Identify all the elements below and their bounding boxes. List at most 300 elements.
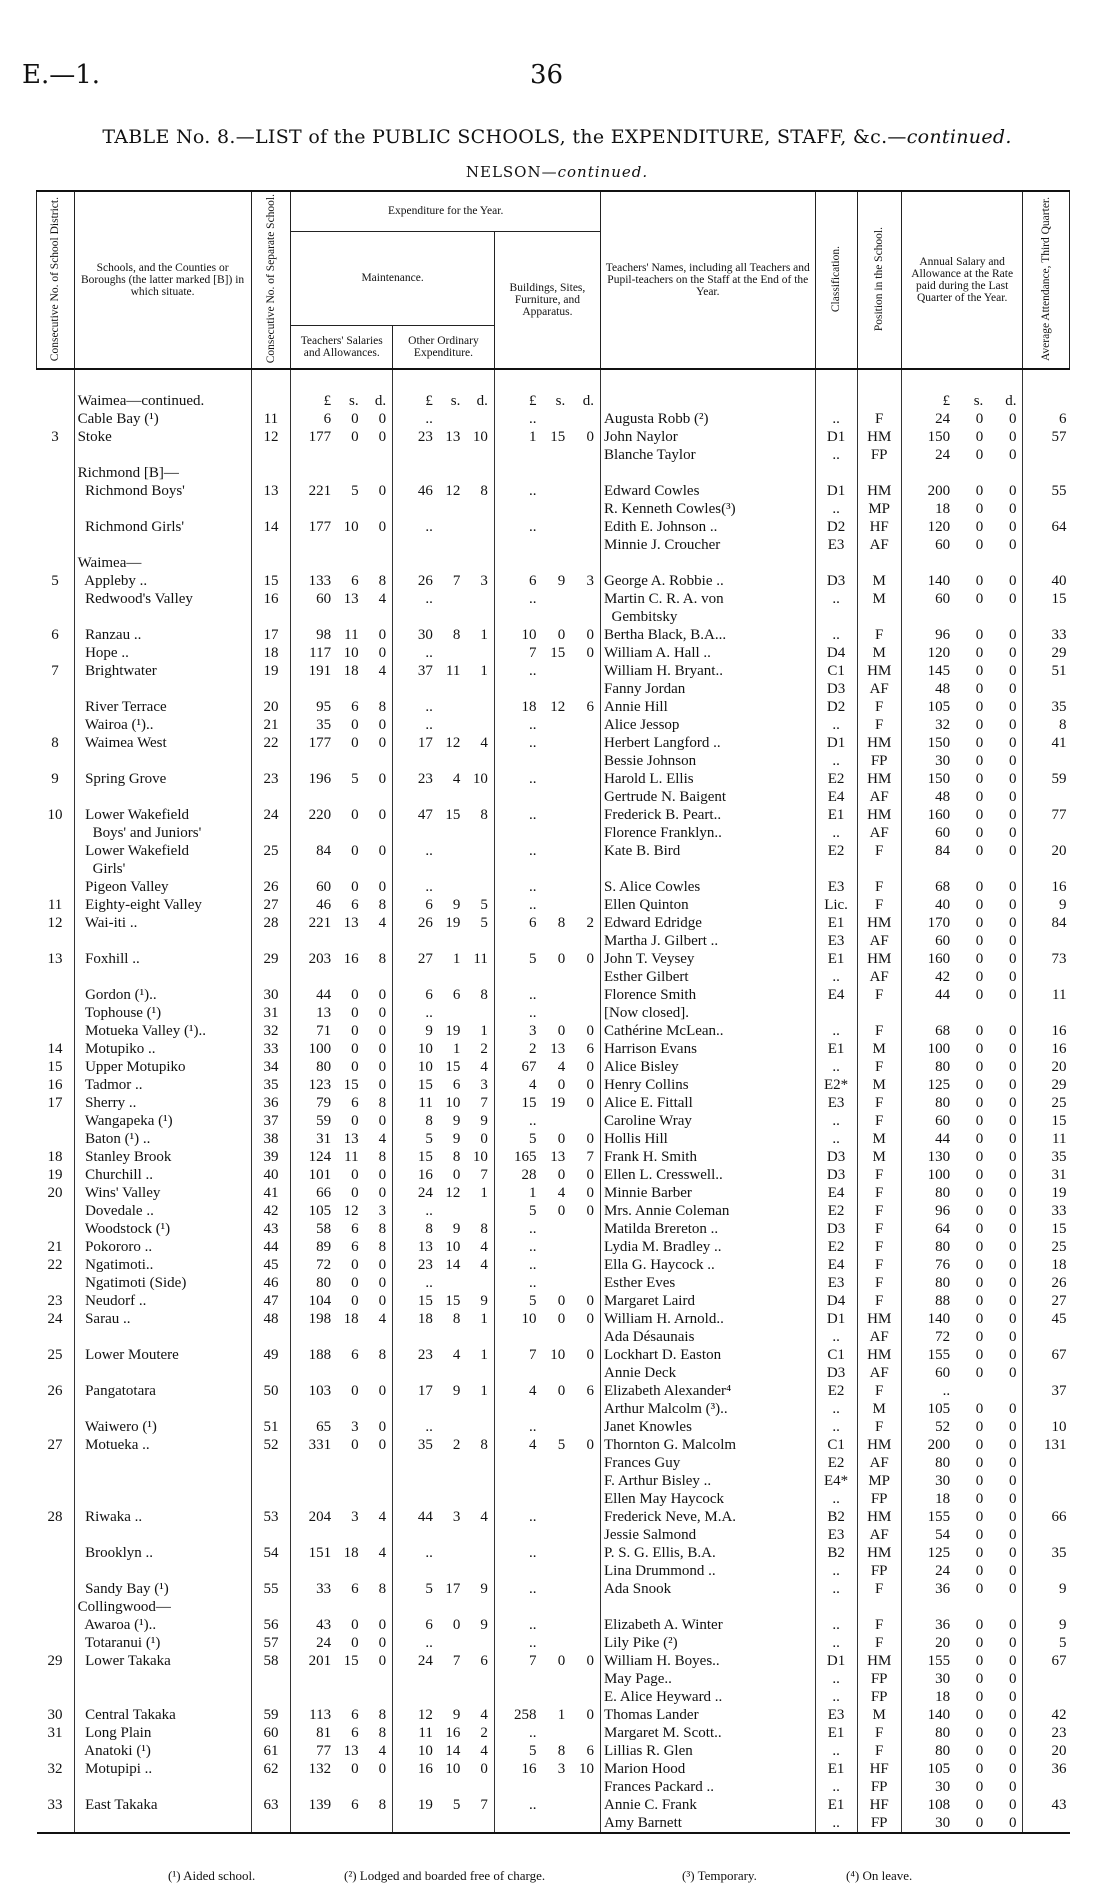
cell-bld-pence (568, 1778, 597, 1796)
cell-position: AF (857, 1454, 901, 1472)
cell-oth-shillings (436, 932, 464, 950)
cell-ann-shillings: 0 (975, 789, 984, 806)
cell-sal (291, 1526, 393, 1544)
cell-sal-pounds (294, 1778, 334, 1796)
cell-oth-pence (463, 1778, 491, 1796)
cell-position: FP (857, 446, 901, 464)
cell-district-no (37, 824, 75, 842)
table-row (37, 1778, 1070, 1796)
cell-sal-pounds: 220 (308, 807, 332, 824)
cell-bld (494, 1022, 600, 1040)
cell-bld (494, 1310, 600, 1328)
cell-sal-pence: 8 (378, 1581, 387, 1598)
cell-position: AF (857, 788, 901, 806)
col-expenditure: Expenditure for the Year. (291, 191, 601, 231)
cell-oth-pence (463, 608, 491, 626)
cell-oth-pounds: 6 (425, 987, 433, 1004)
cell-classification: .. (815, 1616, 857, 1634)
cell-bld-shillings (539, 968, 568, 986)
cell-oth-pence (463, 1544, 491, 1562)
cell-ann-pounds: 80 (935, 1239, 951, 1256)
footnote-lodged: (²) Lodged and boarded free of charge. (344, 1868, 546, 1883)
cell-district-no: 22 (47, 1257, 63, 1274)
cell-school: Collingwood— (74, 1598, 251, 1616)
cell-school: Appleby .. (74, 572, 251, 590)
cell-separate-no: 55 (251, 1580, 291, 1598)
cell-bld-pence (568, 680, 597, 698)
district-name: NELSON— (465, 163, 558, 181)
cell-sal-pounds (294, 608, 334, 626)
cell-oth (393, 1436, 495, 1454)
cell-position: M (857, 572, 901, 590)
cell-bld-pence (568, 1670, 597, 1688)
table-row (37, 608, 1070, 626)
cell-oth-pence: 11 (473, 951, 488, 968)
cell-attendance: 20 (1023, 1742, 1070, 1760)
cell-oth-pence (463, 968, 491, 986)
cell-ann-shillings: 0 (975, 1743, 984, 1760)
cell-ann-shillings: 0 (975, 645, 984, 662)
cell-ann-pounds: 155 (927, 1509, 951, 1526)
cell-separate-no: 19 (251, 662, 291, 680)
table-row (37, 1058, 1070, 1076)
cell-position: F (857, 986, 901, 1004)
cell-sal-shillings (334, 1454, 362, 1472)
cell-sal-pounds (294, 1400, 334, 1418)
cell-classification: E4 (815, 788, 857, 806)
cell-bld-shillings: 0 (557, 1653, 566, 1670)
cell-bld-pence (568, 1508, 597, 1526)
cell-district-no: 14 (47, 1041, 63, 1058)
table-row (37, 932, 1070, 950)
cell-sal-shillings: 0 (351, 843, 359, 860)
cell-ann-pence: 0 (1008, 951, 1017, 968)
cell-school: Richmond [B]— (74, 464, 251, 482)
cell-oth-shillings (436, 1526, 464, 1544)
cell-ann-shillings (953, 1004, 986, 1022)
cell-sal-shillings: 6 (351, 1095, 359, 1112)
cell-ann-pence: 0 (1008, 879, 1017, 896)
table-row (37, 1796, 1070, 1814)
cell-sal (291, 680, 393, 698)
cell-ann-pence: 0 (1008, 1437, 1017, 1454)
cell-attendance: 64 (1023, 518, 1070, 536)
cell-ann (901, 1562, 1023, 1580)
cell-teacher: Elizabeth Alexander⁴ (601, 1382, 816, 1400)
cell-sal-pence (362, 1400, 390, 1418)
cell-ann (901, 1490, 1023, 1508)
cell-bld-pounds: 4 (528, 1437, 537, 1454)
cell-ann-shillings: 0 (975, 735, 984, 752)
cell-ann-pounds: 68 (935, 879, 951, 896)
cell-oth-shillings (436, 788, 464, 806)
cell-school: Central Takaka (74, 1706, 251, 1724)
cell-sal (291, 1004, 393, 1022)
cell-classification: E4 (815, 1184, 857, 1202)
cell-oth-pence: 1 (480, 1023, 488, 1040)
cell-ann-pounds: 24 (935, 1563, 951, 1580)
cell-oth (393, 644, 495, 662)
cell-ann-pounds: 200 (927, 1437, 951, 1454)
cell-teacher: Harrison Evans (601, 1040, 816, 1058)
cell-district-no (37, 1112, 75, 1130)
cell-oth-pounds (396, 1562, 436, 1580)
cell-ann-pounds: 150 (927, 771, 951, 788)
cell-sal (291, 500, 393, 518)
cell-sal-pounds: 331 (308, 1437, 332, 1454)
cell-oth-pounds (396, 1472, 436, 1490)
cell-district-no (37, 1562, 75, 1580)
cell-sal-shillings: 6 (351, 573, 359, 590)
cell-sal (291, 1040, 393, 1058)
cell-oth-pence: 1 (480, 1347, 488, 1364)
cell-classification: E1 (815, 1760, 857, 1778)
cell-position: HM (857, 914, 901, 932)
cell-sal-shillings: 13 (343, 1131, 359, 1148)
cell-attendance: 11 (1023, 986, 1070, 1004)
cell-sal (291, 590, 393, 608)
cell-school: Churchill .. (74, 1166, 251, 1184)
table-row (37, 1004, 1070, 1022)
cell-bld (494, 1688, 600, 1706)
cell-oth-pounds: 23 (417, 429, 433, 446)
cell-sal (291, 410, 393, 428)
cell-oth-pence (463, 1598, 491, 1616)
cell-oth-pence: 8 (480, 1221, 488, 1238)
cell-oth-shillings (436, 1634, 464, 1652)
cell-oth (393, 464, 495, 482)
cell-sal-pence: 0 (378, 1419, 387, 1436)
cell-bld (494, 1274, 600, 1292)
cell-bld-pounds: .. (528, 1113, 537, 1130)
cell-attendance: 8 (1023, 716, 1070, 734)
cell-position: HM (857, 1346, 901, 1364)
cell-separate-no: 42 (251, 1202, 291, 1220)
cell-position: FP (857, 1562, 901, 1580)
table-row (37, 1238, 1070, 1256)
cell-ann-pence: 0 (1008, 1347, 1017, 1364)
cell-bld-pence: 0 (586, 1653, 595, 1670)
cell-attendance: 23 (1023, 1724, 1070, 1742)
table-row (37, 1184, 1070, 1202)
cell-ann-pence: 0 (1008, 789, 1017, 806)
cell-oth-pence (463, 464, 491, 482)
cell-sal-shillings: 18 (343, 1545, 359, 1562)
cell-attendance (1023, 860, 1070, 878)
cell-ann-pounds: 24 (935, 411, 951, 428)
cell-sal-pounds: 188 (308, 1347, 332, 1364)
cell-ann-pounds: 130 (927, 1149, 951, 1166)
cell-attendance (1023, 500, 1070, 518)
cell-classification: .. (815, 1742, 857, 1760)
cell-sal-pounds: 151 (308, 1545, 332, 1562)
cell-oth-shillings (436, 1472, 464, 1490)
cell-teacher: Ellen L. Cresswell.. (601, 1166, 816, 1184)
cell-oth-shillings (436, 1688, 464, 1706)
cell-separate-no: 41 (251, 1184, 291, 1202)
cell-oth (393, 1634, 495, 1652)
cell-sal (291, 1562, 393, 1580)
cell-sal (291, 806, 393, 824)
cell-sal-pence: 0 (378, 1635, 387, 1652)
cell-teacher: Minnie Barber (601, 1184, 816, 1202)
cell-sal-pounds (294, 464, 334, 482)
cell-bld-shillings (539, 1778, 568, 1796)
cell-sal-pounds: 33 (316, 1581, 332, 1598)
cell-school: Wangapeka (¹) (74, 1112, 251, 1130)
cell-teacher: Amy Barnett (601, 1814, 816, 1833)
cell-ann (901, 1346, 1023, 1364)
cell-bld-pence (568, 878, 597, 896)
cell-ann-shillings: 0 (975, 1707, 984, 1724)
cell-ann (901, 950, 1023, 968)
cell-sal-pounds (294, 932, 334, 950)
cell-ann-pounds: 42 (935, 969, 951, 986)
cell-attendance (1023, 1688, 1070, 1706)
cell-position: FP (857, 1490, 901, 1508)
col-maintenance: Maintenance. (291, 231, 494, 325)
cell-classification: B2 (815, 1508, 857, 1526)
cell-attendance (1023, 1454, 1070, 1472)
cell-teacher (601, 1598, 816, 1616)
cell-classification: D1 (815, 482, 857, 500)
cell-ann (901, 1292, 1023, 1310)
cell-oth-shillings (436, 590, 464, 608)
cell-school (74, 1364, 251, 1382)
cell-bld-shillings (539, 986, 568, 1004)
cell-sal (291, 392, 393, 410)
cell-attendance: 43 (1023, 1796, 1070, 1814)
cell-oth-shillings: 8 (452, 627, 461, 644)
cell-bld-pounds: 165 (513, 1149, 537, 1166)
cell-ann (901, 590, 1023, 608)
cell-bld (494, 1112, 600, 1130)
cell-teacher: Lily Pike (²) (601, 1634, 816, 1652)
col-other-expenditure: Other Ordinary Expenditure. (393, 325, 495, 369)
cell-separate-no (251, 464, 291, 482)
cell-sal-pounds: 80 (316, 1059, 332, 1076)
cell-sal (291, 644, 393, 662)
cell-oth-pence: 4 (480, 1509, 488, 1526)
cell-sal-pence (362, 1670, 390, 1688)
cell-oth (393, 1202, 495, 1220)
cell-ann-pounds: .. (942, 1383, 951, 1400)
cell-district-no (37, 680, 75, 698)
cell-bld-pence (568, 446, 597, 464)
cell-separate-no: 27 (251, 896, 291, 914)
cell-attendance: 35 (1023, 698, 1070, 716)
cell-teacher: Cathérine McLean.. (601, 1022, 816, 1040)
cell-bld-shillings (539, 1256, 568, 1274)
cell-bld-pence: 6 (586, 699, 595, 716)
cell-oth-pence: 4 (480, 1743, 488, 1760)
cell-separate-no: 32 (251, 1022, 291, 1040)
cell-ann-shillings: 0 (975, 537, 984, 554)
cell-ann-pence: 0 (1008, 663, 1017, 680)
cell-bld-pence: 10 (579, 1761, 595, 1778)
cell-oth-shillings (436, 1400, 464, 1418)
cell-oth-shillings (436, 878, 464, 896)
cell-bld-shillings: 1 (557, 1707, 566, 1724)
cell-position: FP (857, 752, 901, 770)
cell-sal-pounds (294, 1472, 334, 1490)
cell-sal-pounds (294, 860, 334, 878)
cell-sal-shillings: 6 (351, 1239, 359, 1256)
cell-sal (291, 464, 393, 482)
cell-oth-shillings: 0 (452, 1167, 461, 1184)
cell-ann-pence: 0 (1008, 753, 1017, 770)
cell-attendance: 9 (1023, 1616, 1070, 1634)
cell-oth (393, 1076, 495, 1094)
cell-school: Richmond Boys' (74, 482, 251, 500)
cell-sal (291, 626, 393, 644)
cell-classification: E1 (815, 950, 857, 968)
cell-separate-no (251, 860, 291, 878)
cell-school: Neudorf .. (74, 1292, 251, 1310)
cell-oth (393, 1382, 495, 1400)
cell-district-no (37, 1490, 75, 1508)
cell-oth-pence (463, 680, 491, 698)
cell-bld-pence (568, 518, 597, 536)
cell-ann-pounds: 80 (935, 1185, 951, 1202)
cell-bld-pence: 0 (586, 1059, 595, 1076)
cell-ann-pounds: 80 (935, 1455, 951, 1472)
cell-classification (815, 860, 857, 878)
cell-oth-shillings: 10 (445, 1095, 461, 1112)
cell-bld-pence: 0 (586, 1095, 595, 1112)
cell-district-no (37, 1418, 75, 1436)
cell-separate-no: 56 (251, 1616, 291, 1634)
cell-oth-pounds (396, 1670, 436, 1688)
cell-position: F (857, 1292, 901, 1310)
cell-bld-shillings (539, 1472, 568, 1490)
cell-ann (901, 1220, 1023, 1238)
cell-sal-pounds: 81 (316, 1725, 332, 1742)
table-row (37, 554, 1070, 572)
table-row (37, 1292, 1070, 1310)
cell-oth (393, 1328, 495, 1346)
cell-position: M (857, 1400, 901, 1418)
cell-sal-shillings: 13 (343, 915, 359, 932)
table-title-continued: continued. (906, 126, 1012, 148)
cell-separate-no (251, 554, 291, 572)
cell-sal-shillings (334, 680, 362, 698)
cell-oth-pounds: .. (425, 843, 433, 860)
cell-ann-pounds: 30 (935, 1779, 951, 1796)
cell-ann-pounds: 125 (927, 1077, 951, 1094)
cell-ann-pence: 0 (1008, 1797, 1017, 1814)
cell-sal (291, 1724, 393, 1742)
cell-ann-pounds (905, 464, 953, 482)
table-row (37, 446, 1070, 464)
cell-bld-pounds: .. (528, 897, 537, 914)
cell-district-no (37, 860, 75, 878)
cell-sal-pounds: 101 (308, 1167, 332, 1184)
cell-bld (494, 410, 600, 428)
cell-sal-shillings (334, 536, 362, 554)
cell-bld-pence (568, 1472, 597, 1490)
cell-teacher: May Page.. (601, 1670, 816, 1688)
cell-ann (901, 716, 1023, 734)
cell-position: FP (857, 1814, 901, 1833)
cell-ann-shillings: 0 (975, 1203, 984, 1220)
cell-sal (291, 1670, 393, 1688)
cell-school (74, 1400, 251, 1418)
cell-ann-pounds: 140 (927, 573, 951, 590)
cell-district-no (37, 608, 75, 626)
cell-school: River Terrace (74, 698, 251, 716)
table-row (37, 1418, 1070, 1436)
cell-teacher: Alice Jessop (601, 716, 816, 734)
cell-attendance: 25 (1023, 1238, 1070, 1256)
cell-oth-shillings (436, 644, 464, 662)
cell-district-no (37, 1364, 75, 1382)
cell-sal-pence (362, 608, 390, 626)
cell-oth (393, 770, 495, 788)
cell-bld-pounds: .. (528, 663, 537, 680)
cell-ann-shillings: 0 (975, 951, 984, 968)
cell-position (857, 554, 901, 572)
cell-oth-shillings: 7 (452, 573, 461, 590)
cell-oth-pence: 4 (480, 735, 488, 752)
cell-ann-pounds: 72 (935, 1329, 951, 1346)
cell-sal-pence (362, 446, 390, 464)
cell-bld-pounds: 5 (528, 1131, 537, 1148)
table-row (37, 1220, 1070, 1238)
cell-sal (291, 1238, 393, 1256)
cell-sal-pence: 8 (378, 897, 387, 914)
cell-separate-no: 15 (251, 572, 291, 590)
cell-school: Tadmor .. (74, 1076, 251, 1094)
cell-separate-no: 37 (251, 1112, 291, 1130)
cell-ann-pence (986, 860, 1019, 878)
cell-ann (901, 1310, 1023, 1328)
cell-classification: C1 (815, 662, 857, 680)
cell-oth-pence (463, 1004, 491, 1022)
cell-oth-pounds: 5 (425, 1131, 433, 1148)
cell-sal-shillings: 0 (351, 411, 359, 428)
cell-sal-pence (362, 1454, 390, 1472)
cell-teacher: Bessie Johnson (601, 752, 816, 770)
cell-sal-pounds: 221 (308, 483, 332, 500)
cell-school: Eighty-eight Valley (74, 896, 251, 914)
cell-bld (494, 1094, 600, 1112)
cell-attendance: 35 (1023, 1544, 1070, 1562)
table-row (37, 986, 1070, 1004)
cell-ann-pounds: 120 (927, 645, 951, 662)
cell-ann (901, 1724, 1023, 1742)
cell-bld (494, 1238, 600, 1256)
cell-oth-shillings: 17 (445, 1581, 461, 1598)
cell-sal-pence: 8 (378, 951, 387, 968)
cell-sal (291, 896, 393, 914)
cell-bld-shillings (539, 1814, 568, 1832)
cell-ann-shillings: s. (973, 393, 984, 410)
cell-sal (291, 428, 393, 446)
cell-sal (291, 1058, 393, 1076)
cell-position: FP (857, 1778, 901, 1796)
cell-bld-pence (568, 1544, 597, 1562)
cell-ann (901, 1022, 1023, 1040)
cell-oth (393, 698, 495, 716)
cell-ann-pence: 0 (1008, 969, 1017, 986)
cell-ann (901, 662, 1023, 680)
table-row (37, 968, 1070, 986)
cell-bld-pounds: 10 (521, 1311, 537, 1328)
footnote-aided: (¹) Aided school. (168, 1868, 256, 1883)
col-district-no: Consecutive No. of School District. (37, 191, 75, 369)
cell-oth-shillings: 9 (452, 1131, 461, 1148)
